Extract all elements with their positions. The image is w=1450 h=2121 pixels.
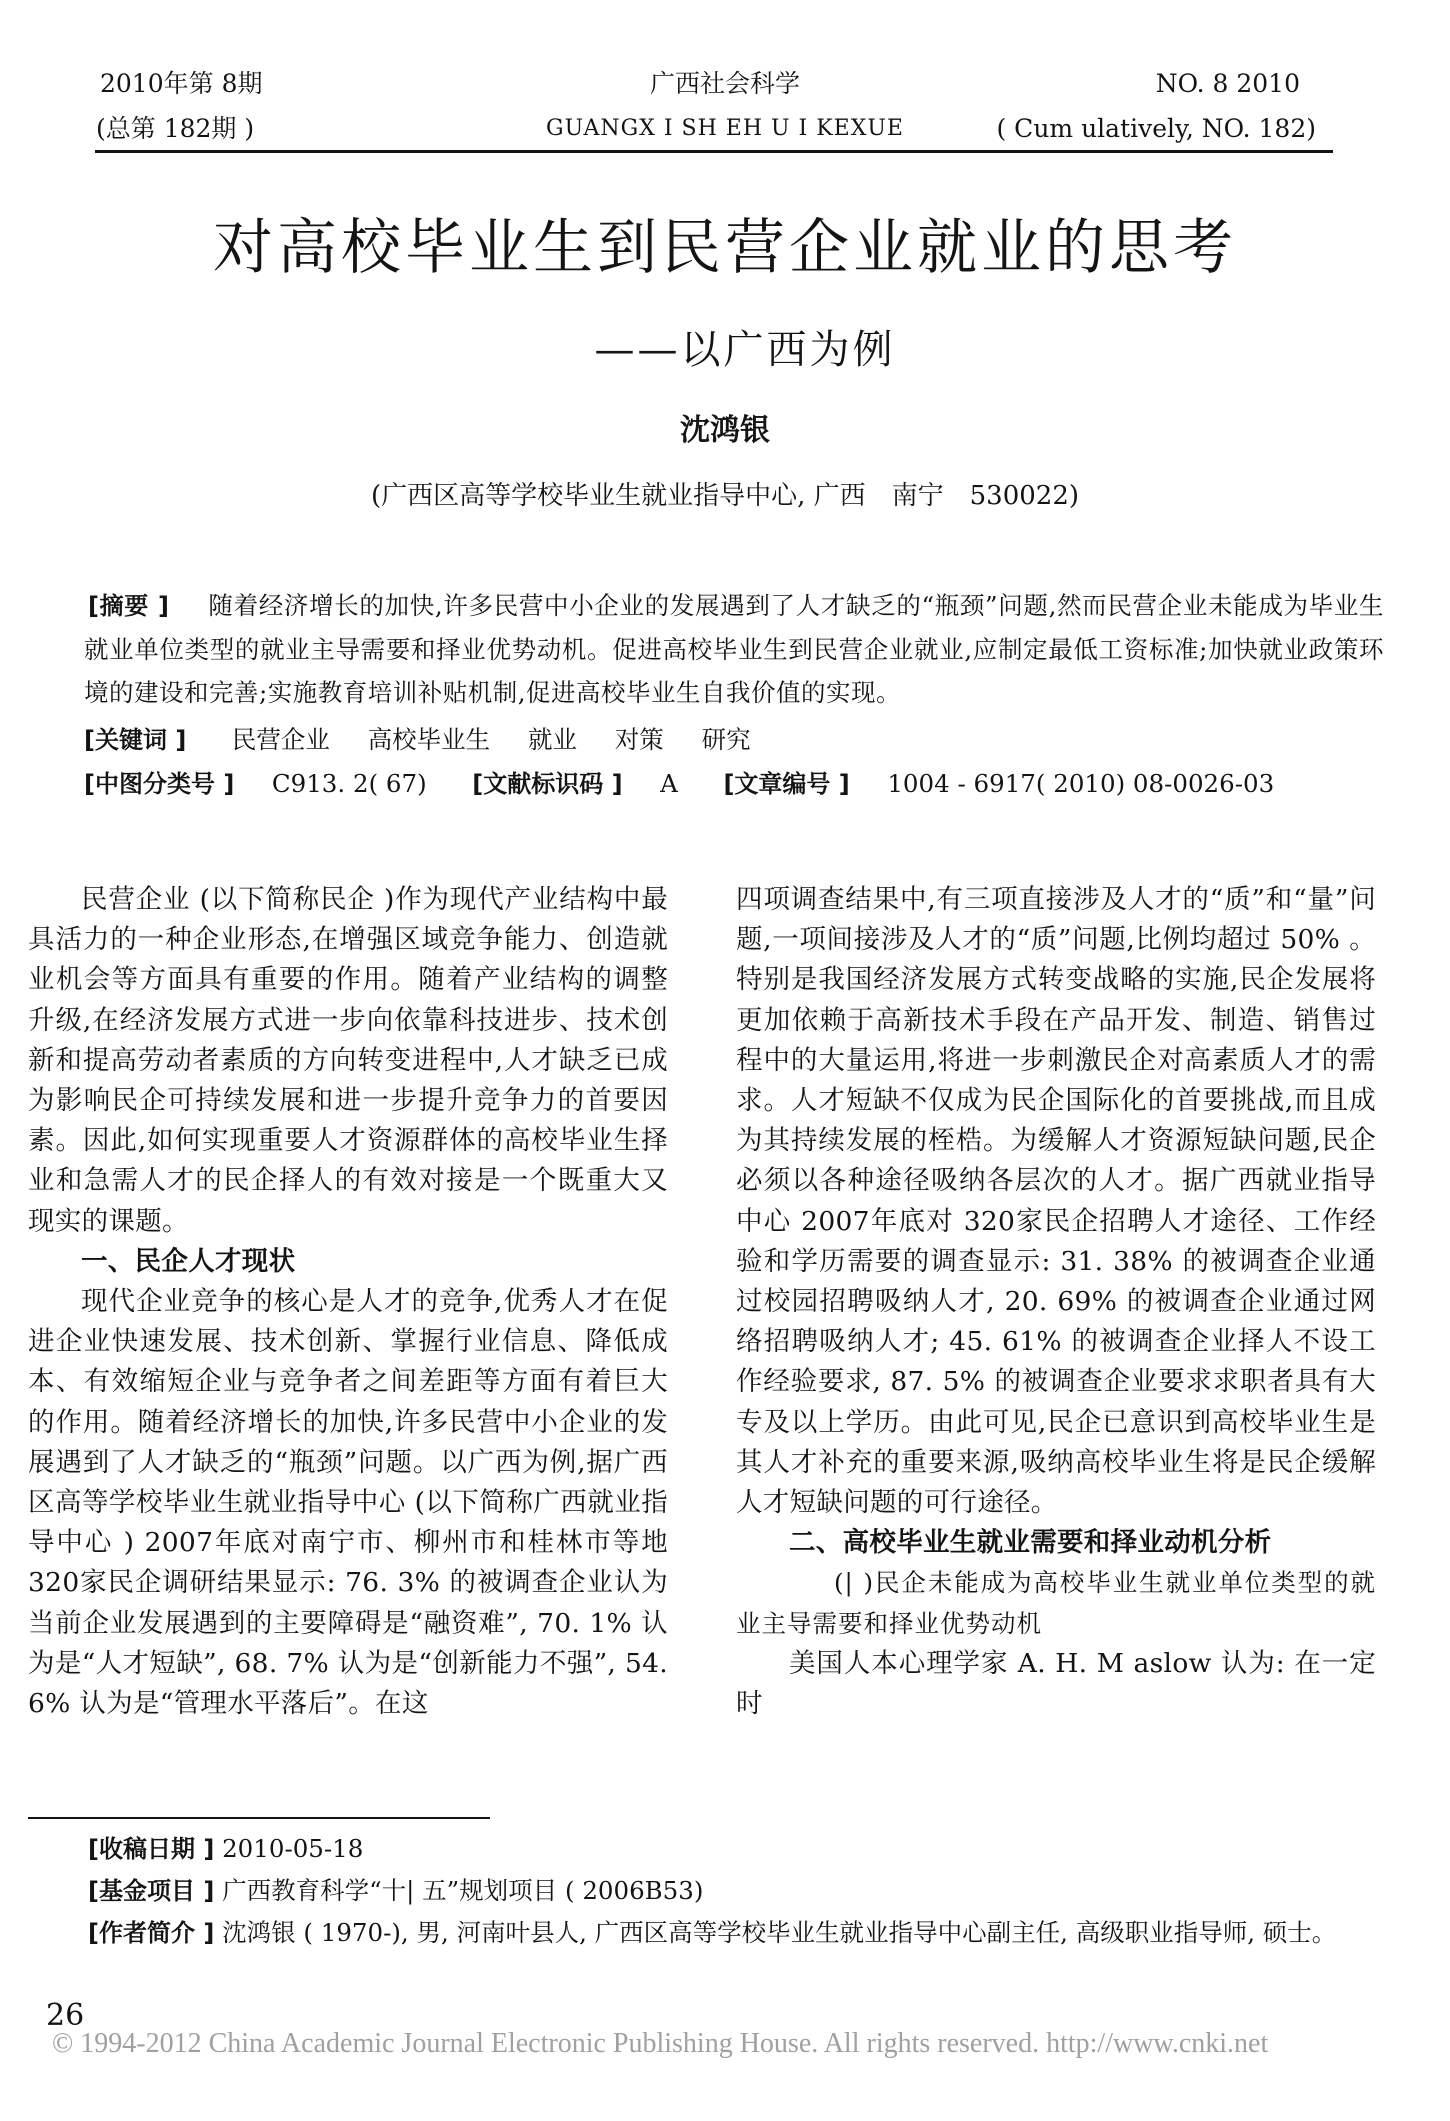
fund-label: [基金项目 ] <box>88 1877 215 1905</box>
body-paragraph: 民营企业 (以下简称民企 )作为现代产业结构中最具活力的一种企业形态,在增强区域竞争能力、创造就业机会等方面具有重要的作用。随着产业结构的调整升级,在经济发展方式进一步向依靠科技进步、技术创新和提高劳动者素质的方向转变进程中,人才缺乏已成为影响民企可持续发展和进一步提升竞争力的首要因素。因此,如何实现重要人才资源群体的高校毕业生择业和急需人才的民企择人的有效对接是一个既重大又现实的课题。 <box>28 884 668 1237</box>
keyword: 对策 <box>614 725 664 754</box>
received-label: [收稿日期 ] <box>88 1835 215 1863</box>
footnotes <box>28 1828 1378 1954</box>
body-column-right <box>736 880 1376 1724</box>
author-name: 沈鸿银 <box>680 413 770 448</box>
bio-value: 沈鸿银 ( 1970-), 男, 河南叶县人, 广西区高等学校毕业生就业指导中心副主任, 高级职业指导师, 硕士。 <box>222 1918 1337 1947</box>
abstract-label: [摘要 ] <box>88 592 170 620</box>
body-paragraph: 美国人本心理学家 A. H. M aslow 认为: 在一定时 <box>736 1647 1376 1720</box>
keywords-row <box>84 722 751 758</box>
fund-value: 广西教育科学“十| 五”规划项目 ( 2006B53) <box>222 1876 704 1905</box>
classification-row <box>84 766 1274 802</box>
keyword: 民营企业 <box>231 725 330 754</box>
bio-label: [作者简介 ] <box>88 1919 215 1947</box>
footnote-bio <box>28 1912 1378 1954</box>
keyword: 高校毕业生 <box>367 725 491 754</box>
abstract-text: 随着经济增长的加快,许多民营中小企业的发展遇到了人才缺乏的“瓶颈”问题,然而民营企业未能成为毕业生就业单位类型的就业主导需要和择业优势动机。促进高校毕业生到民营企业就业,应制定最低工资标准;加快就业政策环境的建设和完善;实施教育培训补贴机制,促进高校毕业生自我价值的实现。 <box>84 591 1385 707</box>
issue-number-en: NO. 8 2010 <box>1155 69 1300 98</box>
keywords-label: [关键词 ] <box>84 726 187 754</box>
footnote-rule <box>28 1817 490 1819</box>
doc-code-label: [文献标识码 ] <box>472 770 623 798</box>
body-paragraph: 四项调查结果中,有三项直接涉及人才的“质”和“量”问题,一项间接涉及人才的“质”问题,比例均超过 50% 。特别是我国经济发展方式转变战略的实施,民企发展将更加依赖于高新技术手段在产品开发、制造、销售过程中的大量运用,将进一步刺激民企对高素质人才的需求。人才短缺不仅成为民企国际化的首要挑战,而且成为其持续发展的桎梏。为缓解人才资源短缺问题,民企必须以各种途径吸纳各层次的人才。据广西就业指导中心 2007年底对 320家民企招聘人才途径、工作经验和学历需要的调查显示: 31. 38% 的被调查企业通过校园招聘吸纳人才, 20. 69% 的被调查企业通过网络招聘吸纳人才; 45. 61% 的被调查企业择人不设工作经验要求, 87. 5% 的被调查企业要求求职者具有大专及以上学历。由此可见,民企已意识到高校毕业生是其人才补充的重要来源,吸纳高校毕业生将是民企缓解人才短缺问题的可行途径。 <box>736 884 1376 1519</box>
article-id-label: [文章编号 ] <box>723 770 850 798</box>
footnote-fund <box>28 1870 1378 1912</box>
clc-value: C913. 2( 67) <box>271 769 427 798</box>
copyright-notice: © 1994-2012 China Academic Journal Electronic Publishing House. All rights reserved. http://www.cnki.net <box>52 2028 1269 2059</box>
subsection-heading: (| )民企未能成为高校毕业生就业单位类型的就业主导需要和择业优势动机 <box>736 1568 1376 1638</box>
body-paragraph: 现代企业竞争的核心是人才的竞争,优秀人才在促进企业快速发展、技术创新、掌握行业信息、降低成本、有效缩短企业与竞争者之间差距等方面有着巨大的作用。随着经济增长的加快,许多民营中小企业的发展遇到了人才缺乏的“瓶颈”问题。以广西为例,据广西区高等学校毕业生就业指导中心 (以下简称广西就业指导中心 ) 2007年底对南宁市、柳州市和桂林市等地 320家民企调研结果显示: 76. 3% 的被调查企业认为当前企业发展遇到的主要障碍是“融资难”, 70. 1% 认为是“人才短缺”, 68. 7% 认为是“创新能力不强”, 54. 6% 认为是“管理水平落后”。在这 <box>28 1286 668 1720</box>
article-id-value: 1004 - 6917( 2010) 08-0026-03 <box>887 769 1275 798</box>
page-number: 26 <box>46 1998 85 2033</box>
header-rule <box>95 150 1333 153</box>
issue-number-cn: 2010年第 8期 <box>100 69 263 98</box>
clc-label: [中图分类号 ] <box>84 770 235 798</box>
section-heading-2: 二、高校毕业生就业需要和择业动机分析 <box>789 1527 1272 1559</box>
journal-name-pinyin: GUANGX I SH EH U I KEXUE <box>546 116 904 141</box>
keyword: 研究 <box>701 725 751 754</box>
keyword: 就业 <box>527 725 577 754</box>
section-heading-1: 一、民企人才现状 <box>81 1245 296 1277</box>
footnote-received <box>28 1828 1378 1870</box>
cumulative-issue-en: ( Cum ulatively, NO. 182) <box>996 114 1316 143</box>
abstract <box>84 584 1384 714</box>
received-value: 2010-05-18 <box>222 1834 364 1863</box>
journal-name-cn: 广西社会科学 <box>649 69 800 98</box>
article-subtitle: ——以广西为例 <box>594 327 896 373</box>
author-affiliation: (广西区高等学校毕业生就业指导中心, 广西 南宁 530022) <box>370 481 1080 511</box>
article-title: 对高校毕业生到民营企业就业的思考 <box>213 213 1237 283</box>
cumulative-issue-cn: (总第 182期 ) <box>96 114 255 143</box>
doc-code-value: A <box>660 769 678 798</box>
body-column-left <box>28 880 668 1724</box>
